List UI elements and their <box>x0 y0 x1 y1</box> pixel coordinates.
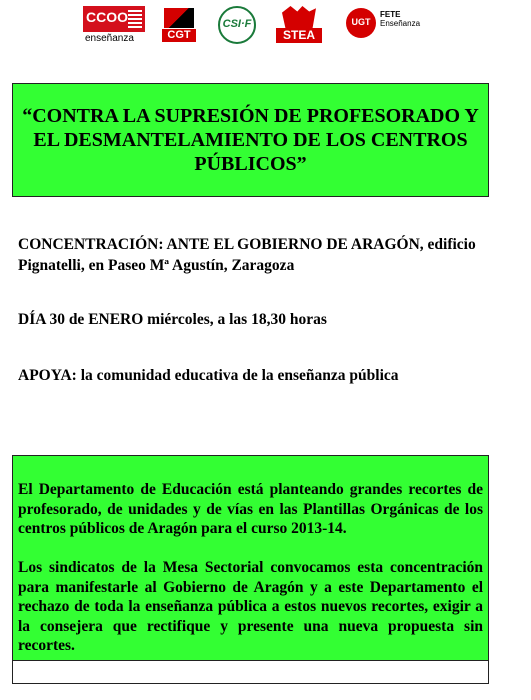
csif-logo <box>216 6 260 42</box>
empty-footer-box <box>12 660 489 684</box>
csif-logo-text: CSI·F <box>222 18 252 30</box>
page-title: “CONTRA LA SUPRESIÓN DE PROFESORADO Y EL DESMANTELAMIENTO DE LOS CENTROS PÚBLICOS” <box>22 105 479 175</box>
date-time-text: DÍA 30 de ENERO miércoles, a las 18,30 horas <box>18 311 327 328</box>
stea-logo <box>276 6 322 42</box>
ccoo-stripes-icon <box>128 10 142 28</box>
support-text: APOYA: la comunidad educativa de la enseñanza pública <box>18 367 399 384</box>
body-paragraph-1: El Departamento de Educación está planteando grandes recortes de profesorado, de unidades y de vías en las Plantillas Orgánicas de los centros públicos de Aragón para el curso 2013-14. <box>18 481 483 537</box>
fete-line-2: Enseñanza <box>380 19 421 28</box>
ugt-logo-text: UGT <box>351 17 371 27</box>
fete-logo-text <box>380 10 420 28</box>
ccoo-logo <box>83 6 145 42</box>
concentracion-text: CONCENTRACIÓN: ANTE EL GOBIERNO DE ARAGÓN, edificio Pignatelli, en Paseo Mª Agustín, Zaragoza <box>18 236 476 274</box>
fete-line-1: FETE <box>380 10 401 19</box>
body-box <box>12 455 489 661</box>
ccoo-logo-text: CCOO <box>86 9 128 25</box>
stea-hand-icon <box>282 6 316 28</box>
ccoo-logo-mark <box>83 6 145 32</box>
cgt-flag-icon <box>164 8 194 28</box>
ugt-circle-icon <box>346 8 376 38</box>
title-box <box>12 83 489 197</box>
ugt-fete-logo <box>346 6 420 42</box>
body-paragraph-2: Los sindicatos de la Mesa Sectorial convocamos esta concentración para manifestarle al Gobierno de Aragón y a este Departamento el rechazo de toda la enseñanza pública a estos nuevos recortes, exigir a la consejera que rectifique y presente una nueva propuesta sin recortes. <box>18 559 483 654</box>
cgt-logo <box>162 6 196 42</box>
csif-circle-icon <box>218 6 256 44</box>
stea-logo-text: STEA <box>276 28 322 43</box>
ccoo-logo-subtitle: enseñanza <box>85 33 134 44</box>
cgt-logo-text: CGT <box>162 29 196 42</box>
